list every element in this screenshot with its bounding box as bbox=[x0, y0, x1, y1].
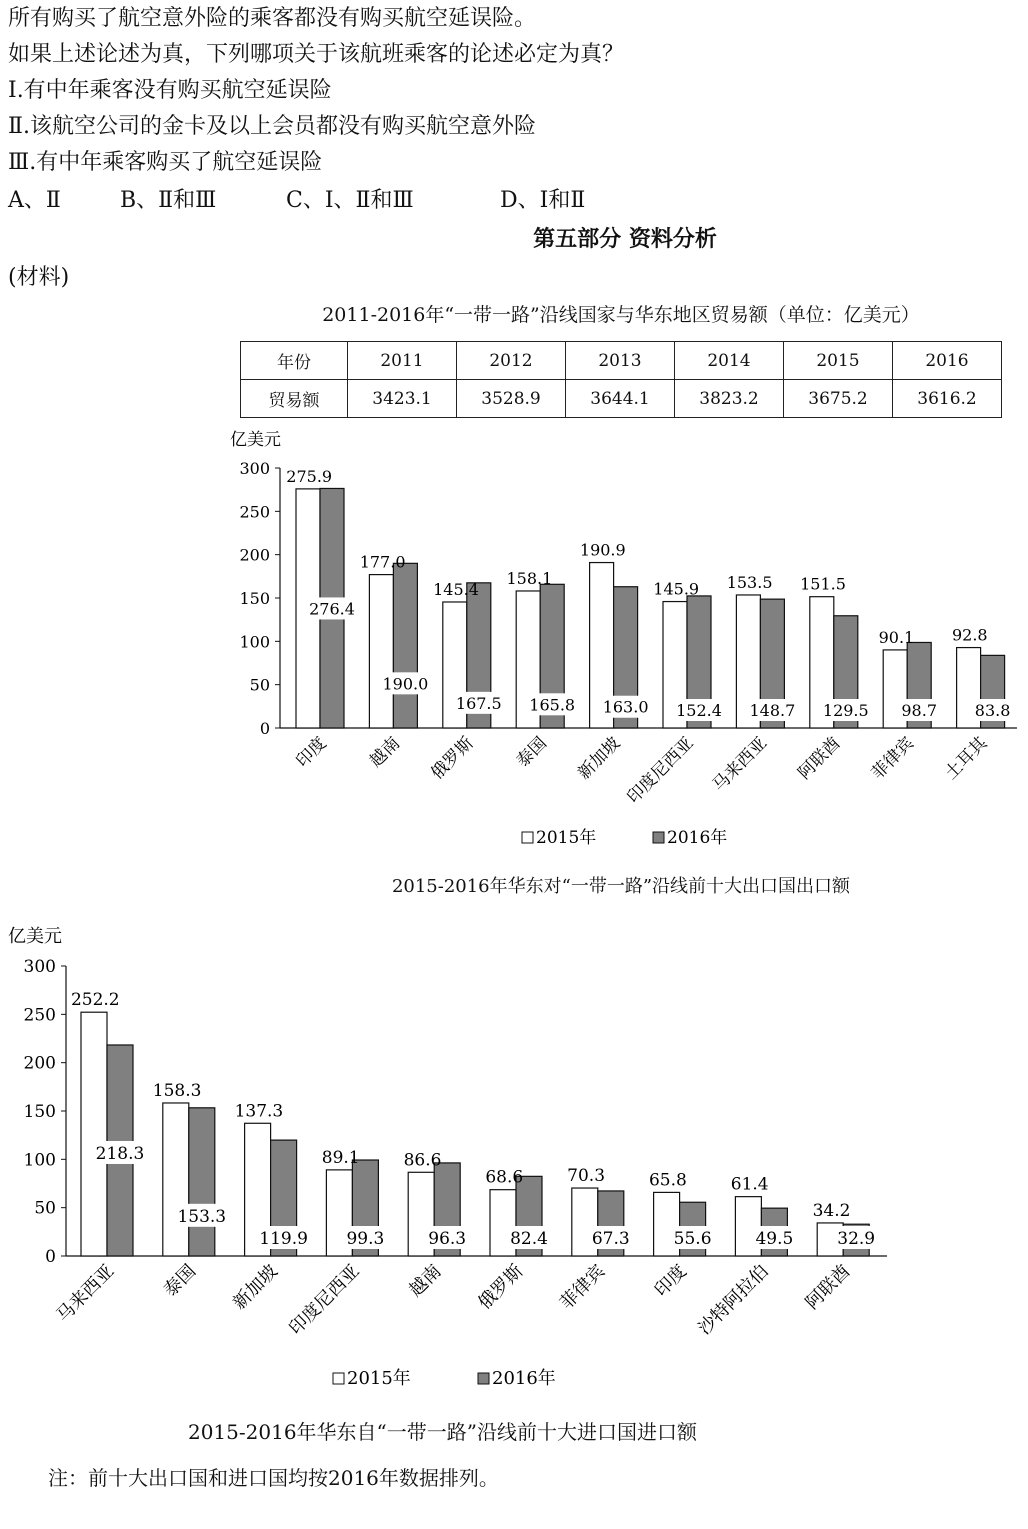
option-b[interactable]: B、Ⅱ和Ⅲ bbox=[120, 188, 217, 213]
y-tick-label: 100 bbox=[239, 632, 270, 652]
y-tick-label: 50 bbox=[249, 675, 270, 695]
data-label-2015: 252.2 bbox=[70, 990, 120, 1011]
category-label: 阿联酋 bbox=[801, 1260, 855, 1314]
data-label-2015: 145.4 bbox=[433, 579, 479, 599]
legend-label-2016: 2016年 bbox=[667, 828, 728, 848]
data-label-2015: 145.9 bbox=[653, 579, 700, 599]
data-label-2015: 90.1 bbox=[878, 627, 915, 647]
data-label-2016: 98.7 bbox=[901, 701, 938, 720]
data-label-2015: 137.3 bbox=[234, 1101, 284, 1122]
table-cell: 2012 bbox=[457, 342, 566, 380]
table-cell: 3616.2 bbox=[893, 380, 1002, 418]
trade-table bbox=[240, 341, 1002, 418]
category-label: 俄罗斯 bbox=[474, 1260, 528, 1314]
bar-2016 bbox=[393, 563, 417, 728]
y-tick-label: 100 bbox=[23, 1150, 56, 1171]
data-label-2016: 55.6 bbox=[673, 1229, 712, 1249]
y-tick-label: 150 bbox=[23, 1102, 56, 1122]
y-tick-label: 0 bbox=[45, 1247, 56, 1267]
data-label-2015: 34.2 bbox=[812, 1200, 851, 1221]
category-label: 印度 bbox=[650, 1260, 691, 1301]
legend-swatch-2016 bbox=[653, 832, 664, 843]
category-label: 菲律宾 bbox=[867, 733, 918, 784]
data-label-2015: 86.6 bbox=[403, 1150, 442, 1171]
y-tick-label: 300 bbox=[239, 459, 270, 478]
export-chart bbox=[226, 428, 1026, 868]
table-cell: 3823.2 bbox=[675, 380, 784, 418]
data-label-2016: 49.5 bbox=[755, 1229, 794, 1249]
data-label-2016: 218.3 bbox=[95, 1143, 145, 1164]
category-label: 越南 bbox=[365, 733, 405, 772]
table-cell: 2014 bbox=[675, 342, 784, 380]
category-label: 阿联酋 bbox=[794, 733, 845, 784]
table-cell: 3644.1 bbox=[566, 380, 675, 418]
category-label: 新加坡 bbox=[574, 733, 625, 784]
answer-options bbox=[8, 186, 585, 216]
category-label: 印度尼西亚 bbox=[623, 733, 698, 808]
y-tick-label: 250 bbox=[239, 502, 270, 522]
data-label-2015: 177.0 bbox=[359, 552, 406, 572]
section-title: 第五部分 资料分析 bbox=[533, 226, 717, 252]
data-label-2016: 167.5 bbox=[455, 693, 502, 713]
table-row bbox=[241, 380, 1002, 418]
data-label-2016: 165.8 bbox=[529, 695, 576, 715]
category-label: 俄罗斯 bbox=[427, 733, 478, 784]
category-label: 越南 bbox=[405, 1260, 446, 1301]
data-label-2015: 190.9 bbox=[579, 540, 626, 560]
legend-swatch-2016 bbox=[478, 1373, 489, 1384]
table-cell: 3423.1 bbox=[348, 380, 457, 418]
bar-2015 bbox=[163, 1103, 189, 1256]
data-label-2016: 153.3 bbox=[177, 1206, 227, 1227]
category-label: 土耳其 bbox=[941, 733, 992, 784]
option-a[interactable]: A、Ⅱ bbox=[8, 188, 61, 213]
data-label-2016: 83.8 bbox=[974, 701, 1011, 720]
table-header-year: 年份 bbox=[241, 342, 348, 380]
data-label-2016: 152.4 bbox=[676, 701, 722, 720]
data-label-2016: 96.3 bbox=[428, 1229, 467, 1249]
legend-label-2015: 2015年 bbox=[536, 828, 597, 848]
data-label-2016: 163.0 bbox=[602, 697, 649, 717]
bar-2016 bbox=[189, 1108, 215, 1256]
data-label-2016: 190.0 bbox=[382, 674, 429, 694]
data-label-2016: 119.9 bbox=[259, 1229, 308, 1249]
table-row bbox=[241, 342, 1002, 380]
category-label: 沙特阿拉伯 bbox=[694, 1260, 773, 1340]
data-label-2015: 275.9 bbox=[286, 466, 333, 486]
data-label-2016: 32.9 bbox=[837, 1229, 876, 1249]
unit-label: 亿美元 bbox=[230, 430, 281, 450]
import-chart bbox=[0, 918, 900, 1414]
statement-2: Ⅱ.该航空公司的金卡及以上会员都没有购买航空意外险 bbox=[8, 114, 536, 139]
material-label: (材料) bbox=[8, 265, 70, 290]
table-header-trade: 贸易额 bbox=[241, 380, 348, 418]
data-label-2015: 70.3 bbox=[567, 1166, 606, 1187]
table-cell: 2011 bbox=[348, 342, 457, 380]
data-label-2015: 92.8 bbox=[951, 625, 988, 645]
data-label-2016: 129.5 bbox=[822, 701, 869, 720]
legend-label-2015: 2015年 bbox=[347, 1368, 411, 1389]
category-label: 印度尼西亚 bbox=[285, 1260, 364, 1340]
category-label: 菲律宾 bbox=[556, 1260, 610, 1314]
table-cell: 2015 bbox=[784, 342, 893, 380]
statement-3: Ⅲ.有中年乘客购买了航空延误险 bbox=[8, 150, 323, 175]
y-tick-label: 0 bbox=[259, 719, 270, 738]
legend-label-2016: 2016年 bbox=[492, 1368, 556, 1389]
table-cell: 3528.9 bbox=[457, 380, 566, 418]
export-chart-title: 2015-2016年华东对“一带一路”沿线前十大出口国出口额 bbox=[391, 876, 851, 897]
table-cell: 2016 bbox=[893, 342, 1002, 380]
data-label-2016: 276.4 bbox=[309, 599, 355, 619]
option-c[interactable]: C、Ⅰ、Ⅱ和Ⅲ bbox=[286, 188, 414, 213]
bar-2015 bbox=[369, 575, 393, 728]
y-tick-label: 300 bbox=[23, 957, 56, 977]
y-tick-label: 200 bbox=[239, 545, 270, 565]
option-d[interactable]: D、Ⅰ和Ⅱ bbox=[500, 188, 586, 213]
bar-2015 bbox=[81, 1012, 107, 1256]
data-label-2015: 65.8 bbox=[648, 1170, 687, 1191]
data-label-2015: 158.1 bbox=[506, 568, 553, 588]
data-label-2015: 151.5 bbox=[800, 574, 846, 594]
data-label-2015: 153.5 bbox=[726, 572, 773, 592]
category-label: 泰国 bbox=[512, 733, 551, 772]
data-label-2015: 61.4 bbox=[730, 1174, 769, 1195]
import-chart-title: 2015-2016年华东自“一带一路”沿线前十大进口国进口额 bbox=[187, 1420, 697, 1444]
table-cell: 2013 bbox=[566, 342, 675, 380]
category-label: 印度 bbox=[292, 733, 331, 772]
note: 注：前十大出口国和进口国均按2016年数据排列。 bbox=[48, 1466, 499, 1490]
table-title: 2011-2016年“一带一路”沿线国家与华东地区贸易额（单位：亿美元） bbox=[322, 304, 920, 326]
category-label: 马来西亚 bbox=[52, 1260, 119, 1327]
category-label: 马来西亚 bbox=[708, 733, 772, 796]
y-tick-label: 200 bbox=[23, 1053, 56, 1074]
data-label-2015: 89.1 bbox=[321, 1147, 360, 1168]
data-label-2016: 82.4 bbox=[510, 1229, 548, 1249]
legend-swatch-2015 bbox=[333, 1373, 344, 1384]
statement-1: Ⅰ.有中年乘客没有购买航空延误险 bbox=[8, 78, 332, 103]
data-label-2015: 158.3 bbox=[152, 1080, 202, 1101]
question-prompt: 如果上述论述为真，下列哪项关于该航班乘客的论述必定为真？ bbox=[8, 42, 625, 67]
y-tick-label: 250 bbox=[23, 1005, 56, 1026]
legend-swatch-2015 bbox=[522, 832, 533, 843]
data-label-2016: 148.7 bbox=[749, 701, 796, 720]
data-label-2016: 99.3 bbox=[346, 1229, 385, 1249]
y-tick-label: 150 bbox=[239, 589, 270, 608]
data-label-2016: 67.3 bbox=[591, 1229, 630, 1249]
question-intro: 所有购买了航空意外险的乘客都没有购买航空延误险。 bbox=[8, 6, 537, 31]
y-tick-label: 50 bbox=[34, 1198, 56, 1219]
table-cell: 3675.2 bbox=[784, 380, 893, 418]
unit-label: 亿美元 bbox=[8, 926, 62, 947]
category-label: 新加坡 bbox=[228, 1260, 282, 1314]
data-label-2015: 68.6 bbox=[485, 1167, 524, 1188]
category-label: 泰国 bbox=[159, 1260, 201, 1301]
